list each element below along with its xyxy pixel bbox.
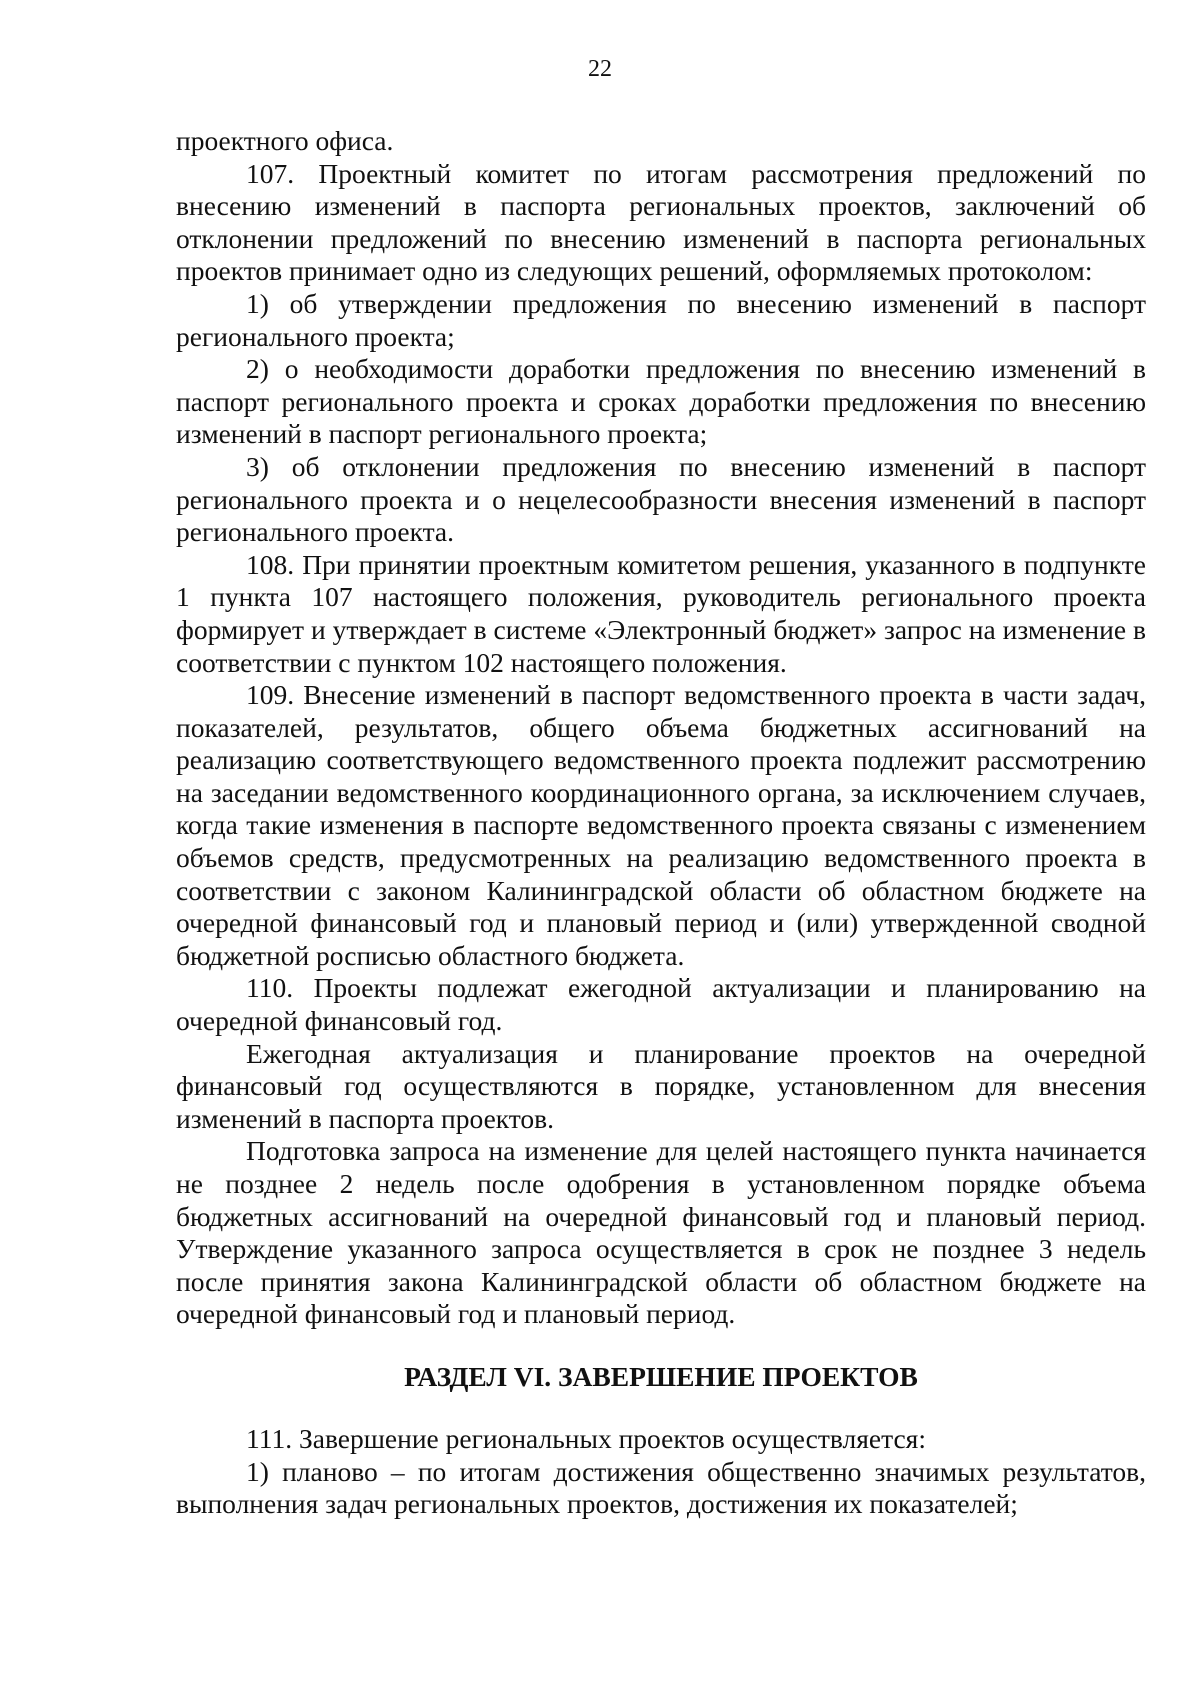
paragraph-107-item-3: 3) об отклонении предложения по внесению изменений в паспорт регионального проекта и о нецелесообразности внесения изменений в паспорт регионального проекта. [176,450,1146,548]
paragraph-107: 107. Проектный комитет по итогам рассмотрения предложений по внесению изменений в паспорта региональных проектов, заключений об отклонении предложений по внесению изменений в паспорта региональных проектов принимает одно из следующих решений, оформляемых протоколом: [176,157,1146,287]
paragraph-110-request-preparation: Подготовка запроса на изменение для целей настоящего пункта начинается не позднее 2 недель после одобрения в установленном порядке объема бюджетных ассигнований на очередной финансовый год и плановый период. Утверждение указанного запроса осуществляется в срок не позднее 3 недель после принятия закона Калининградской области об областном бюджете на очередной финансовый год и плановый период. [176,1135,1146,1330]
paragraph-111-item-1: 1) планово – по итогам достижения общественно значимых результатов, выполнения задач региональных проектов, достижения их показателей; [176,1455,1146,1520]
paragraph-110-annual-update: Ежегодная актуализация и планирование проектов на очередной финансовый год осуществляются в порядке, установленном для внесения изменений в паспорта проектов. [176,1037,1146,1134]
paragraph-107-item-2: 2) о необходимости доработки предложения по внесению изменений в паспорт регионального проекта и сроках доработки предложения по внесению изменений в паспорт регионального проекта; [176,353,1146,450]
page-number: 22 [588,56,612,82]
paragraph-continuation: проектного офиса. [176,125,394,156]
paragraph-110: 110. Проекты подлежат ежегодной актуализации и планированию на очередной финансовый год. [176,972,1146,1037]
paragraph-108: 108. При принятии проектным комитетом решения, указанного в подпункте 1 пункта 107 настоящего положения, руководитель регионального проекта формирует и утверждает в системе «Электронный бюджет» запрос на изменение в соответствии с пунктом 102 настоящего положения. [176,548,1146,678]
document-body [176,125,1146,1521]
section-heading: РАЗДЕЛ VI. ЗАВЕРШЕНИЕ ПРОЕКТОВ [404,1360,918,1392]
paragraph-109: 109. Внесение изменений в паспорт ведомственного проекта в части задач, показателей, результатов, общего объема бюджетных ассигнований на реализацию соответствующего ведомственного проекта подлежит рассмотрению на заседании ведомственного координационного органа, за исключением случаев, когда такие изменения в паспорте ведомственного проекта связаны с изменением объемов средств, предусмотренных на реализацию ведомственного проекта в соответствии с законом Калининградской области об областном бюджете на очередной финансовый год и плановый период и (или) утвержденной сводной бюджетной росписью областного бюджета. [176,679,1146,971]
paragraph-107-item-1: 1) об утверждении предложения по внесению изменений в паспорт регионального проекта; [176,287,1146,352]
paragraph-111: 111. Завершение региональных проектов осуществляется: [246,1422,926,1454]
